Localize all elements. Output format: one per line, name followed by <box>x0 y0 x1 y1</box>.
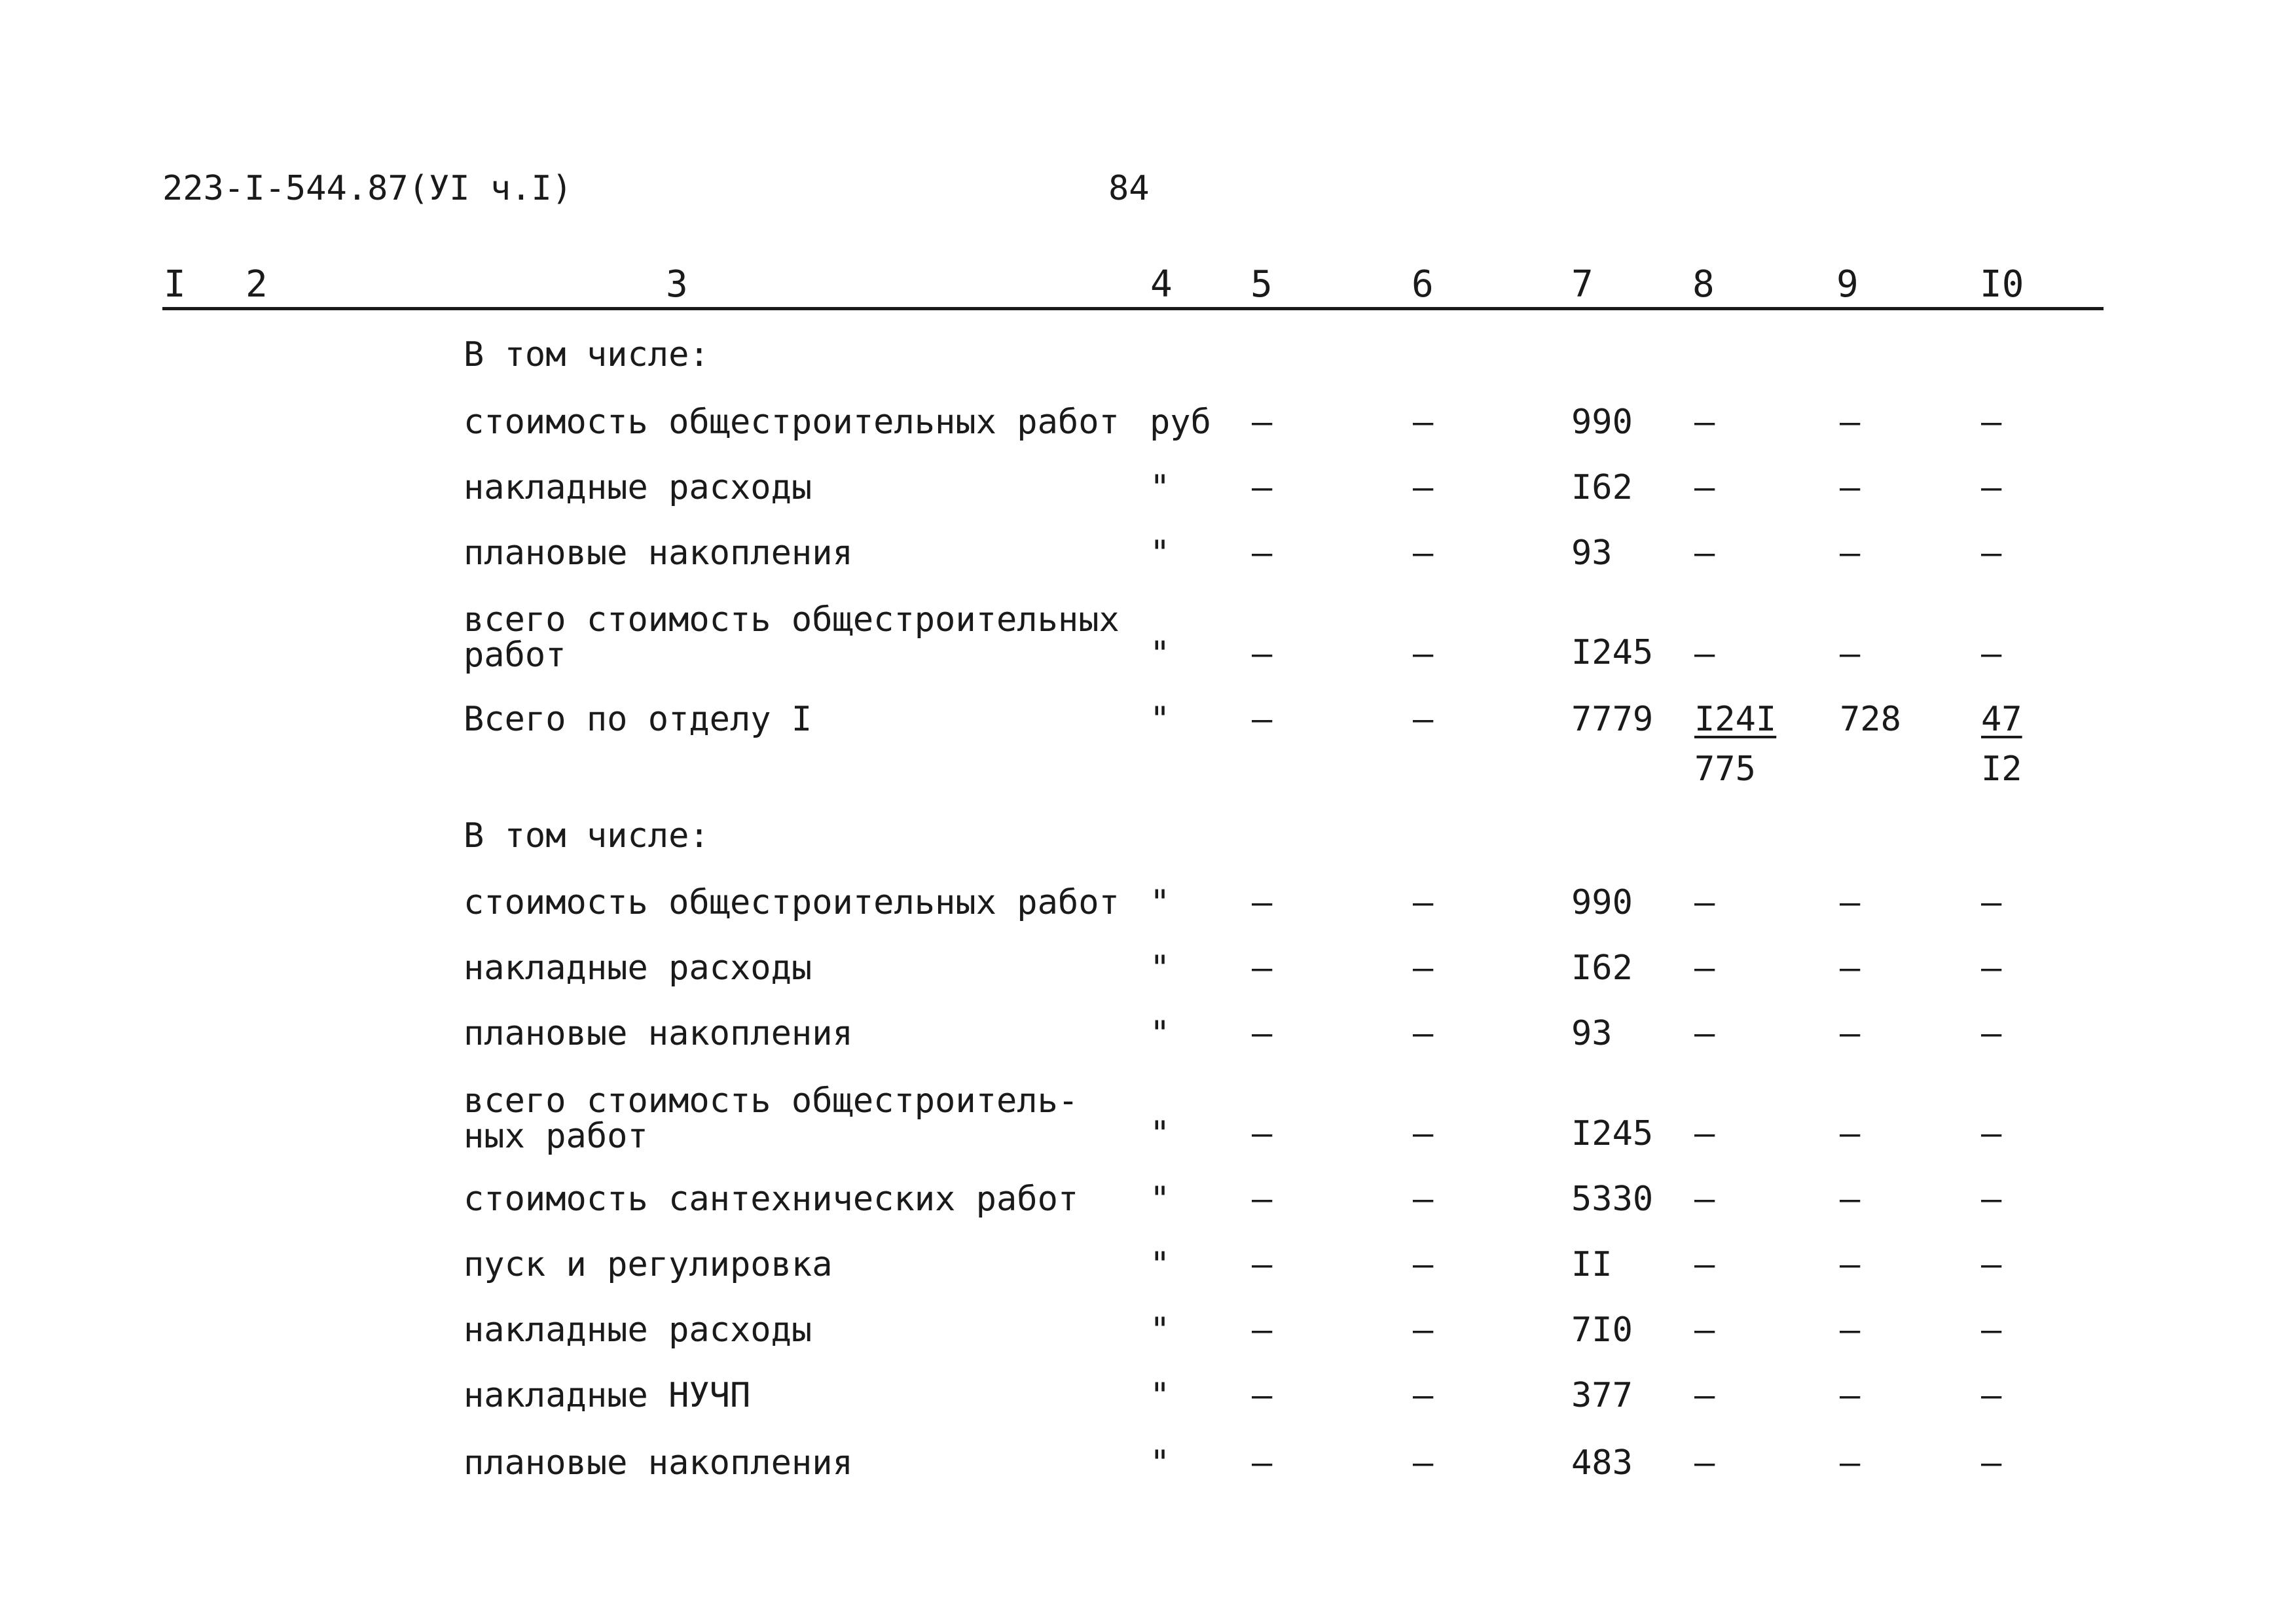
col10-cell: – <box>1981 1180 2002 1219</box>
unit-cell: " <box>1150 1376 1171 1415</box>
col8-cell: – <box>1694 1114 1715 1153</box>
row-description: накладные НУЧП <box>464 1376 751 1415</box>
col10-cell: – <box>1981 403 2002 442</box>
unit-cell: " <box>1150 468 1171 507</box>
col10-fraction <box>1981 702 2022 787</box>
unit-cell: " <box>1150 1443 1171 1483</box>
col8-cell: – <box>1694 634 1715 674</box>
col6-cell: – <box>1413 533 1434 573</box>
col8-cell: – <box>1694 948 1715 988</box>
col6-cell: – <box>1413 634 1434 674</box>
col9-cell: 728 <box>1840 700 1901 739</box>
unit-cell: " <box>1150 634 1171 674</box>
row-description: В том числе: <box>464 335 710 374</box>
col8-cell: – <box>1694 1443 1715 1483</box>
col6-cell: – <box>1413 1310 1434 1350</box>
col10-cell: – <box>1981 1114 2002 1153</box>
col6-cell: – <box>1413 1245 1434 1284</box>
col9-cell: – <box>1840 634 1861 674</box>
row-description: всего стоимость общестроитель-ных работ <box>464 1081 1079 1156</box>
row-description: В том числе: <box>464 816 710 856</box>
row-description: Всего по отделу I <box>464 700 812 739</box>
col6-cell: – <box>1413 1014 1434 1053</box>
col9-cell: – <box>1840 948 1861 988</box>
col7-cell: 7779 <box>1571 700 1654 739</box>
header-rule <box>162 307 2104 310</box>
col5-cell: – <box>1252 948 1273 988</box>
col6-cell: – <box>1413 883 1434 922</box>
row-description: плановые накопления <box>464 533 853 573</box>
col7-cell: 93 <box>1571 1014 1613 1053</box>
unit-cell: " <box>1150 1310 1171 1350</box>
column-number-4: 4 <box>1150 263 1173 306</box>
col6-cell: – <box>1413 700 1434 739</box>
row-description: плановые накопления <box>464 1443 853 1483</box>
col9-cell: – <box>1840 468 1861 507</box>
col8-cell: – <box>1694 883 1715 922</box>
row-description: пуск и регулировка <box>464 1245 833 1284</box>
unit-cell: руб <box>1150 403 1211 442</box>
col5-cell: – <box>1252 533 1273 573</box>
row-description: стоимость общестроительных работ <box>464 403 1120 442</box>
unit-cell: " <box>1150 1014 1171 1053</box>
row-description: стоимость сантехнических работ <box>464 1180 1079 1219</box>
col6-cell: – <box>1413 1180 1434 1219</box>
col8-fraction <box>1694 702 1776 787</box>
col5-cell: – <box>1252 468 1273 507</box>
col5-cell: – <box>1252 634 1273 674</box>
row-description: накладные расходы <box>464 948 812 988</box>
col7-cell: 483 <box>1571 1443 1633 1483</box>
column-number-9: 9 <box>1836 263 1859 306</box>
col7-cell: II <box>1571 1245 1613 1284</box>
col8-cell: – <box>1694 403 1715 442</box>
col7-cell: I62 <box>1571 948 1633 988</box>
fraction-denominator: I2 <box>1981 749 2022 789</box>
col9-cell: – <box>1840 1114 1861 1153</box>
unit-cell: " <box>1150 700 1171 739</box>
unit-cell: " <box>1150 948 1171 988</box>
col10-cell: – <box>1981 1443 2002 1483</box>
row-description: стоимость общестроительных работ <box>464 883 1120 922</box>
col9-cell: – <box>1840 1443 1861 1483</box>
page-number: 84 <box>1108 169 1150 208</box>
unit-cell: " <box>1150 883 1171 922</box>
column-number-8: 8 <box>1692 263 1715 306</box>
column-number-7: 7 <box>1571 263 1594 306</box>
column-number-2: 2 <box>246 263 268 306</box>
col7-cell: 5330 <box>1571 1180 1654 1219</box>
col5-cell: – <box>1252 883 1273 922</box>
col7-cell: 7I0 <box>1571 1310 1633 1350</box>
col6-cell: – <box>1413 403 1434 442</box>
col8-cell: – <box>1694 468 1715 507</box>
col7-cell: 990 <box>1571 403 1633 442</box>
fraction-denominator: 775 <box>1694 749 1756 789</box>
column-number-5: 5 <box>1250 263 1273 306</box>
col7-cell: I62 <box>1571 468 1633 507</box>
col10-cell: – <box>1981 1310 2002 1350</box>
col10-cell: – <box>1981 634 2002 674</box>
column-number-3: 3 <box>666 263 688 306</box>
col10-cell: – <box>1981 533 2002 573</box>
col8-cell: – <box>1694 1310 1715 1350</box>
col9-cell: – <box>1840 1180 1861 1219</box>
col6-cell: – <box>1413 948 1434 988</box>
col7-cell: 93 <box>1571 533 1613 573</box>
col7-cell: I245 <box>1571 633 1654 672</box>
col6-cell: – <box>1413 1114 1434 1153</box>
col9-cell: – <box>1840 533 1861 573</box>
col9-cell: – <box>1840 403 1861 442</box>
col10-cell: – <box>1981 948 2002 988</box>
col8-cell: – <box>1694 1376 1715 1415</box>
unit-cell: " <box>1150 1245 1171 1284</box>
col10-cell: – <box>1981 468 2002 507</box>
column-number-10: I0 <box>1980 263 2024 306</box>
col5-cell: – <box>1252 1443 1273 1483</box>
col6-cell: – <box>1413 1376 1434 1415</box>
fraction-numerator: I24I <box>1694 700 1777 739</box>
col7-cell: I245 <box>1571 1114 1654 1153</box>
document-code: 223-I-544.87(УI ч.I) <box>162 169 573 208</box>
col10-cell: – <box>1981 1376 2002 1415</box>
col9-cell: – <box>1840 883 1861 922</box>
column-number-1: I <box>164 263 186 306</box>
row-description: накладные расходы <box>464 1310 812 1350</box>
col9-cell: – <box>1840 1376 1861 1415</box>
col5-cell: – <box>1252 1310 1273 1350</box>
col5-cell: – <box>1252 1014 1273 1053</box>
col5-cell: – <box>1252 1376 1273 1415</box>
unit-cell: " <box>1150 533 1171 573</box>
col8-cell: – <box>1694 1014 1715 1053</box>
col10-cell: – <box>1981 883 2002 922</box>
col8-cell: – <box>1694 533 1715 573</box>
col7-cell: 990 <box>1571 883 1633 922</box>
row-description: накладные расходы <box>464 468 812 507</box>
col9-cell: – <box>1840 1310 1861 1350</box>
col7-cell: 377 <box>1571 1376 1633 1415</box>
col9-cell: – <box>1840 1245 1861 1284</box>
col8-cell: – <box>1694 1180 1715 1219</box>
unit-cell: " <box>1150 1114 1171 1153</box>
row-description: плановые накопления <box>464 1014 853 1053</box>
col5-cell: – <box>1252 1180 1273 1219</box>
unit-cell: " <box>1150 1180 1171 1219</box>
col8-cell: – <box>1694 1245 1715 1284</box>
col5-cell: – <box>1252 1245 1273 1284</box>
fraction-numerator: 47 <box>1981 700 2022 739</box>
col10-cell: – <box>1981 1245 2002 1284</box>
col5-cell: – <box>1252 700 1273 739</box>
col6-cell: – <box>1413 468 1434 507</box>
col5-cell: – <box>1252 403 1273 442</box>
column-number-6: 6 <box>1412 263 1434 306</box>
col6-cell: – <box>1413 1443 1434 1483</box>
col5-cell: – <box>1252 1114 1273 1153</box>
col9-cell: – <box>1840 1014 1861 1053</box>
row-description: всего стоимость общестроительных работ <box>464 600 1120 675</box>
col10-cell: – <box>1981 1014 2002 1053</box>
